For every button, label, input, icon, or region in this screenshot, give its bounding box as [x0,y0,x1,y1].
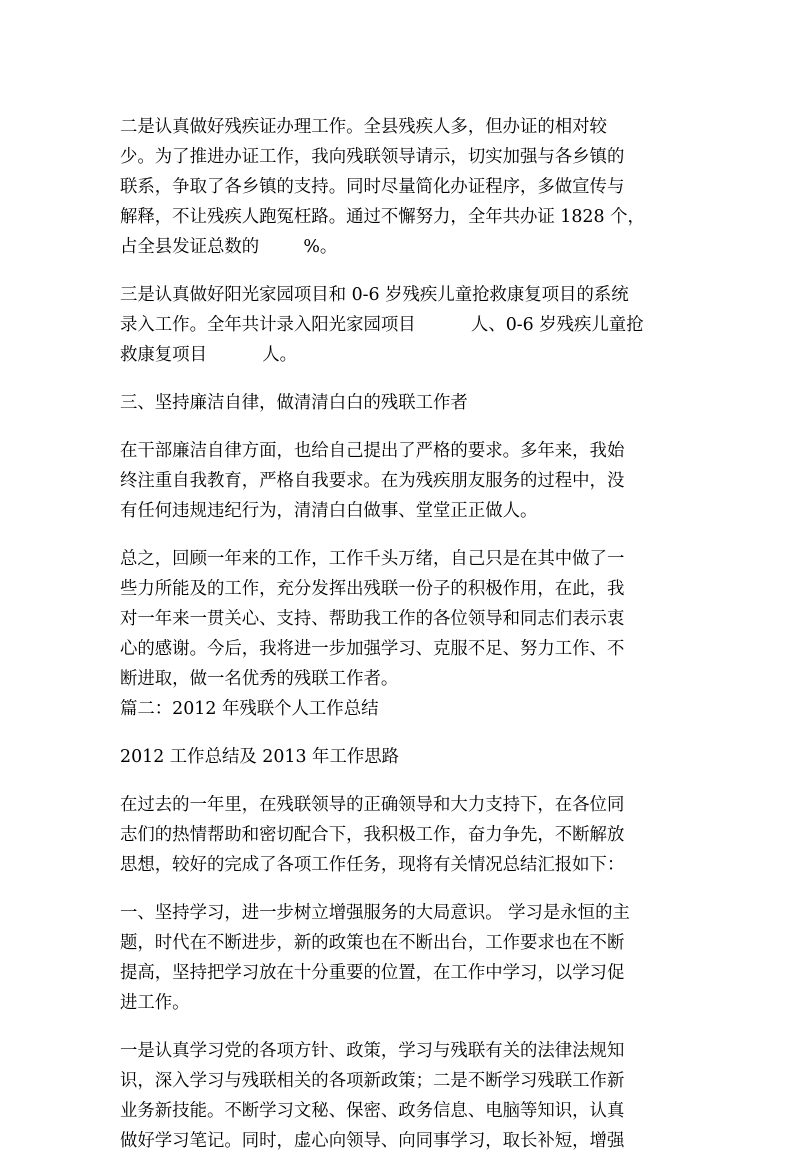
text-line: 少。为了推进办证工作，我向残联领导请示，切实加强与各乡镇的 [120,147,625,167]
text-line: 有任何违规违纪行为，清清白白做事、堂堂正正做人。 [120,501,538,521]
text-line: 心的感谢。今后，我将进一步加强学习、克服不足、努力工作、不 [120,639,625,659]
paragraph-gap [120,1018,676,1036]
text-line: 三、坚持廉洁自律，做清清白白的残联工作者 [120,393,468,413]
paragraph-gap [120,724,676,742]
text-line: 在过去的一年里，在残联领导的正确领导和大力支持下，在各位同 [120,795,625,815]
paragraph-gap [120,370,676,388]
paragraph-gap [120,262,676,280]
text-line: 对一年来一贯关心、支持、帮助我工作的各位领导和同志们表示衷 [120,609,625,629]
paragraph-disability-certificate [120,112,676,262]
text-line: 断进取，做一名优秀的残联工作者。 [120,669,399,689]
paragraph-gap [120,880,676,898]
text-line: 做好学习笔记。同时，虚心向领导、向同事学习，取长补短，增强 [120,1131,625,1151]
text-line: 志们的热情帮助和密切配合下，我积极工作，奋力争先，不断解放 [120,825,625,845]
text-line: 三是认真做好阳光家园项目和 0-6 岁残疾儿童抢救康复项目的系统 [120,285,629,305]
text-line: 录入工作。全年共计录入阳光家园项目 人、0-6 岁残疾儿童抢 [120,315,644,335]
text-line: 2012 工作总结及 2013 年工作思路 [120,747,400,767]
text-line: 二是认真做好残疾证办理工作。全县残疾人多，但办证的相对较 [120,117,607,137]
section-heading-integrity [120,388,676,418]
paragraph-gap [120,772,676,790]
text-line: 提高，坚持把学习放在十分重要的位置，在工作中学习，以学习促 [120,963,625,983]
text-line: 思想，较好的完成了各项工作任务，现将有关情况总结汇报如下： [120,855,625,875]
text-line: 一是认真学习党的各项方针、政策，学习与残联有关的法律法规知 [120,1041,625,1061]
text-line: 识，深入学习与残联相关的各项新政策；二是不断学习残联工作新 [120,1071,625,1091]
text-line: 业务新技能。不断学习文秘、保密、政务信息、电脑等知识，认真 [120,1101,625,1121]
paragraph-conclusion [120,544,676,724]
text-line: 占全县发证总数的 %。 [120,237,338,257]
text-line: 一、坚持学习，进一步树立增强服务的大局意识。 学习是永恒的主 [120,903,630,923]
paragraph-gap [120,526,676,544]
text-line: 联系，争取了各乡镇的支持。同时尽量简化办证程序，多做宣传与 [120,177,625,197]
text-line: 篇二：2012 年残联个人工作总结 [120,699,379,719]
paragraph-system-entry [120,280,676,370]
text-line: 些力所能及的工作，充分发挥出残联一份子的积极作用，在此，我 [120,579,625,599]
paragraph-policy-study [120,1036,676,1156]
text-line: 题，时代在不断进步，新的政策也在不断出台，工作要求也在不断 [120,933,625,953]
paragraph-integrity [120,436,676,526]
document-page [120,112,676,1156]
text-line: 救康复项目 人。 [120,345,298,365]
paragraph-study [120,898,676,1018]
subtitle-2012-summary [120,742,676,772]
text-line: 总之，回顾一年来的工作，工作千头万绪，自己只是在其中做了一 [120,549,625,569]
text-line: 在干部廉洁自律方面，也给自己提出了严格的要求。多年来，我始 [120,441,625,461]
paragraph-introduction [120,790,676,880]
text-line: 解释，不让残疾人跑冤枉路。通过不懈努力，全年共办证 1828 个， [120,207,645,227]
text-line: 终注重自我教育，严格自我要求。在为残疾朋友服务的过程中，没 [120,471,625,491]
text-line: 进工作。 [120,993,190,1013]
paragraph-gap [120,418,676,436]
